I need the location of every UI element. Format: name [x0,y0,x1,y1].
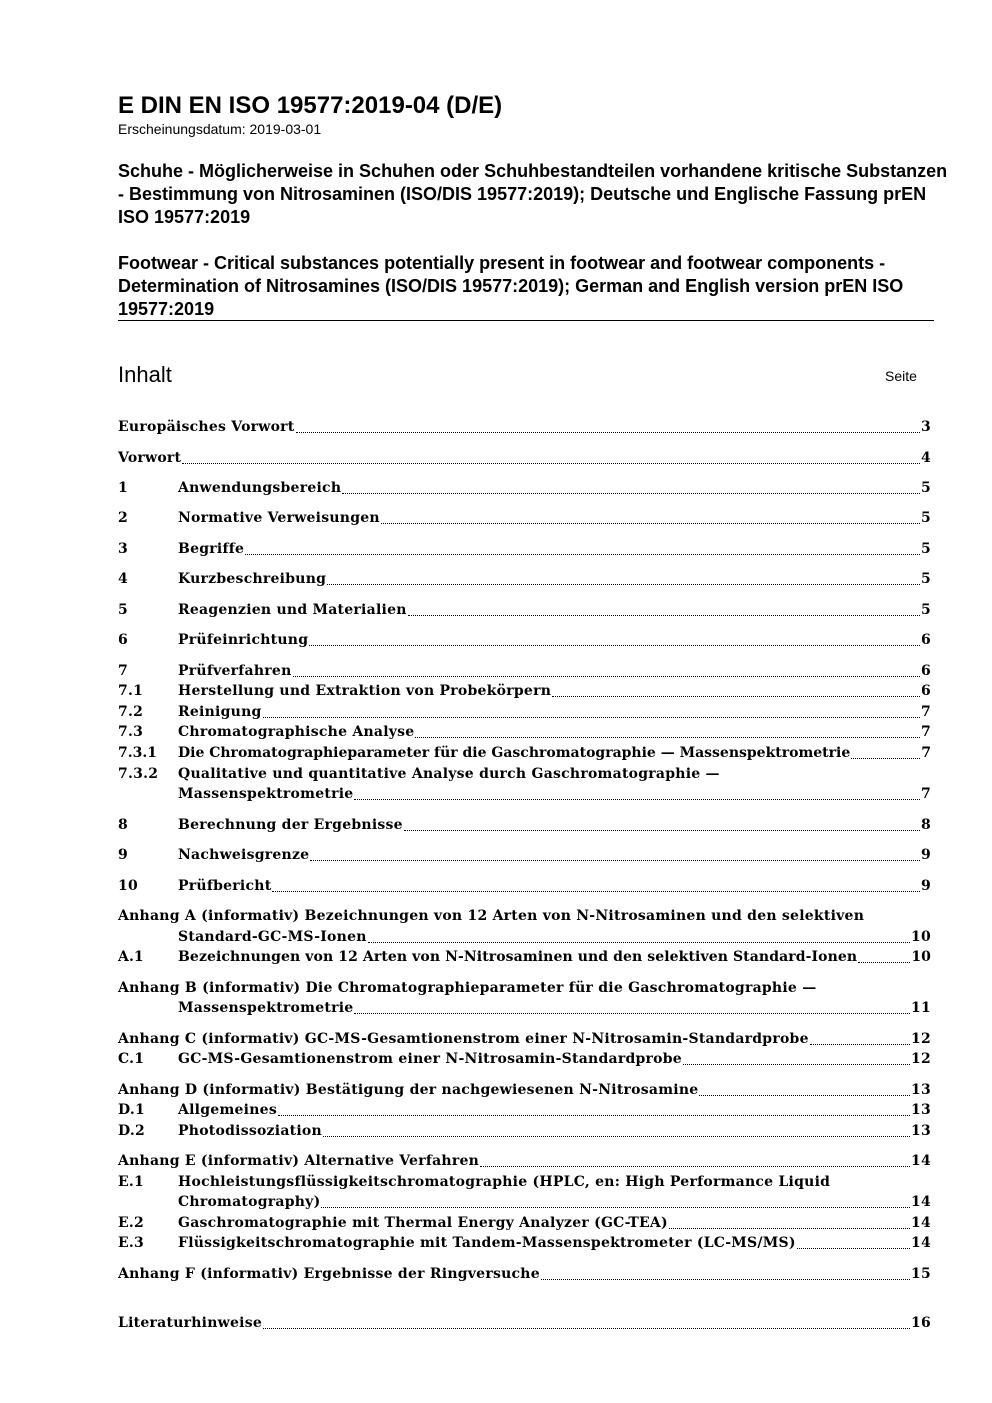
toc-leader [851,758,920,759]
toc-entry[interactable] [118,508,931,528]
toc-leader [263,1328,910,1329]
toc-entry-label: Massenspektrometrie [178,1000,354,1016]
toc-leader [323,1136,910,1137]
toc-entry-page: 3 [921,419,931,435]
toc-entry-page: 5 [921,602,931,618]
toc-leader [669,1228,910,1229]
toc-entry-page: 10 [911,929,931,945]
toc-entry[interactable] [118,722,931,742]
toc-entry[interactable] [118,478,931,498]
toc-entry-label: Massenspektrometrie [178,786,354,802]
toc-entry-label: Anhang A (informativ) Bezeichnungen von 12 Arten von N-Nitrosaminen und den selektiven [118,908,865,924]
toc-entry-annex[interactable] [118,1029,931,1049]
toc-entry-number: E.1 [118,1174,145,1190]
toc-entry-page: 9 [921,878,931,894]
toc-leader [797,1248,910,1249]
toc-entry[interactable] [118,1313,931,1333]
toc-entry[interactable] [118,661,931,681]
toc-entry-number: 7.3.2 [118,766,159,782]
toc-leader [541,1279,910,1280]
toc-entry[interactable] [118,539,931,559]
toc-entry-number: D.1 [118,1102,146,1118]
toc-entry-continuation[interactable] [118,998,931,1018]
toc-leader [309,645,920,646]
toc-entry[interactable] [118,448,931,468]
toc-entry-continuation[interactable] [118,927,931,947]
toc-leader [683,1064,910,1065]
toc-leader [354,799,920,800]
toc-leader [321,1207,910,1208]
toc-entry-number: 2 [118,510,128,526]
toc-entry[interactable] [118,845,931,865]
toc-leader [858,962,910,963]
toc-entry[interactable] [118,815,931,835]
toc-entry-number: 7.3.1 [118,745,157,761]
toc-entry-page: 7 [921,745,931,761]
toc-entry-number: D.2 [118,1123,146,1139]
toc-entry[interactable] [118,600,931,620]
toc-entry-page: 14 [911,1194,931,1210]
toc-entry-label: Prüfverfahren [178,663,292,679]
toc-entry-label: Berechnung der Ergebnisse [178,817,403,833]
toc-leader [296,432,920,433]
toc-entry-number: 9 [118,847,128,863]
toc-entry-label: Allgemeines [178,1102,277,1118]
toc-entry-page: 11 [911,1000,931,1016]
toc-entry-page: 12 [911,1031,931,1047]
toc-entry-page: 5 [921,480,931,496]
toc-entry[interactable] [118,702,931,722]
toc-entry-page: 13 [911,1082,931,1098]
toc-leader [272,891,920,892]
toc-entry-label: GC-MS-Gesamtionenstrom einer N-Nitrosamin-Standardprobe [178,1051,682,1067]
toc-entry[interactable] [118,947,931,967]
toc-leader [552,696,920,697]
toc-entry-page: 7 [921,724,931,740]
toc-entry-label: Europäisches Vorwort [118,419,295,435]
toc-entry-number: C.1 [118,1051,145,1067]
toc-entry[interactable] [118,1172,931,1192]
toc-leader [310,860,920,861]
toc-entry-annex[interactable] [118,1264,931,1284]
title-german: Schuhe - Möglicherweise in Schuhen oder Schuhbestandteilen vorhandene kritische Substanzen - Bestimmung von Nitrosaminen (ISO/DIS 19577:2019); Deutsche und Englische Fassung prEN ISO 19577:2019 [118,161,948,227]
toc-leader [415,737,920,738]
toc-entry-page: 5 [921,510,931,526]
toc-entry-number: E.2 [118,1215,145,1231]
toc-entry-number: 4 [118,571,128,587]
toc-entry-page: 4 [921,450,931,466]
toc-entry-label: Die Chromatographieparameter für die Gaschromatographie — Massenspektrometrie [178,745,851,761]
toc-entry[interactable] [118,1100,931,1120]
toc-entry-page: 9 [921,847,931,863]
toc-entry-number: 5 [118,602,128,618]
toc-leader [810,1044,910,1045]
toc-leader [278,1115,910,1116]
toc-entry-page: 6 [921,663,931,679]
toc-entry-label: Chromatographische Analyse [178,724,415,740]
toc-entry-continuation[interactable] [118,1192,931,1212]
toc-entry-number: A.1 [118,949,144,965]
toc-entry-number: 7 [118,663,128,679]
toc-entry-page: 16 [911,1315,931,1331]
toc-entry[interactable] [118,1233,931,1253]
toc-heading: Inhalt [118,362,172,387]
toc-entry[interactable] [118,764,931,784]
toc-entry-annex[interactable] [118,978,931,998]
toc-entry-page: 13 [911,1102,931,1118]
toc-entry-page: 12 [911,1051,931,1067]
toc-entry-label: Begriffe [178,541,245,557]
toc-entry-label: Nachweisgrenze [178,847,310,863]
toc-leader [699,1095,910,1096]
toc-entry-page: 8 [921,817,931,833]
toc-entry-label: Normative Verweisungen [178,510,380,526]
toc-entry-page: 5 [921,571,931,587]
toc-entry-label: Anhang C (informativ) GC-MS-Gesamtionenstrom einer N-Nitrosamin-Standardprobe [118,1031,809,1047]
toc-entry-page: 10 [911,949,931,965]
toc-entry-number: 7.3 [118,724,144,740]
toc-entry-number: 3 [118,541,128,557]
title-english: Footwear - Critical substances potentially present in footwear and footwear components - Determination of Nitrosamines (ISO/DIS 19577:2019); German and English version prEN ISO 19577:2019 [118,253,904,319]
toc-entry-number: 1 [118,480,128,496]
toc-entry-annex[interactable] [118,906,931,926]
toc-leader [327,584,920,585]
toc-entry-page: 7 [921,786,931,802]
toc-entry-label: Anhang B (informativ) Die Chromatographieparameter für die Gaschromatographie — [118,980,817,996]
toc-entry-page: 7 [921,704,931,720]
toc-entry[interactable] [118,630,931,650]
toc-entry-number: 6 [118,632,128,648]
toc-entry[interactable] [118,1121,931,1141]
toc-leader [381,523,920,524]
toc-entry-label: Prüfbericht [178,878,272,894]
publication-date: Erscheinungsdatum: 2019-03-01 [118,121,322,137]
toc-entry[interactable] [118,1049,931,1069]
toc-leader [368,942,910,943]
toc-entry-label: Reagenzien und Materialien [178,602,407,618]
toc-entry[interactable] [118,876,931,896]
toc-entry-number: E.3 [118,1235,145,1251]
toc-entry-label: Qualitative und quantitative Analyse durch Gaschromatographie — [178,766,720,782]
toc-leader [480,1166,910,1167]
page-column-label: Seite [885,368,917,384]
toc-entry-continuation[interactable] [118,784,931,804]
toc-entry[interactable] [118,569,931,589]
toc-entry-label: Gaschromatographie mit Thermal Energy Analyzer (GC-TEA) [178,1215,668,1231]
toc-entry-label: Anhang F (informativ) Ergebnisse der Ringversuche [118,1266,540,1282]
toc-entry-page: 14 [911,1235,931,1251]
toc-entry-label: Literaturhinweise [118,1315,262,1331]
toc-entry-annex[interactable] [118,1080,931,1100]
toc-entry-page: 14 [911,1215,931,1231]
toc-entry[interactable] [118,681,931,701]
toc-entry-label: Anwendungsbereich [178,480,342,496]
toc-entry-page: 6 [921,683,931,699]
document-id: E DIN EN ISO 19577:2019-04 (D/E) [118,92,503,119]
toc-entry-number: 8 [118,817,128,833]
toc-leader [408,615,920,616]
toc-entry-label: Herstellung und Extraktion von Probekörpern [178,683,552,699]
toc-entry-label: Vorwort [118,450,182,466]
toc-entry[interactable] [118,417,931,437]
toc-entry-page: 13 [911,1123,931,1139]
toc-entry-number: 7.2 [118,704,144,720]
toc-entry[interactable] [118,1213,931,1233]
toc-entry-label: Flüssigkeitschromatographie mit Tandem-Massenspektrometer (LC-MS/MS) [178,1235,796,1251]
toc-entry-page: 14 [911,1153,931,1169]
title-divider [118,320,934,321]
toc-entry-label: Bezeichnungen von 12 Arten von N-Nitrosaminen und den selektiven Standard-Ionen [178,949,858,965]
toc-leader [293,676,920,677]
toc-leader [263,717,920,718]
toc-entry-number: 7.1 [118,683,144,699]
toc-leader [245,554,920,555]
toc-entry-label: Hochleistungsflüssigkeitschromatographie (HPLC, en: High Performance Liquid [178,1174,831,1190]
toc-leader [182,463,920,464]
toc-entry-label: Chromatography) [178,1194,321,1210]
toc-entry-number: 10 [118,878,138,894]
toc-entry-label: Photodissoziation [178,1123,322,1139]
toc-entry-label: Kurzbeschreibung [178,571,327,587]
toc-entry-label: Prüfeinrichtung [178,632,309,648]
toc-entry-page: 15 [911,1266,931,1282]
toc-leader [404,830,920,831]
toc-entry-annex[interactable] [118,1151,931,1171]
toc-entry-label: Anhang E (informativ) Alternative Verfahren [118,1153,480,1169]
toc-entry-page: 6 [921,632,931,648]
toc-entry-page: 5 [921,541,931,557]
toc-entry-label: Standard-GC-MS-Ionen [178,929,367,945]
toc-leader [354,1013,910,1014]
toc-entry-label: Anhang D (informativ) Bestätigung der nachgewiesenen N-Nitrosamine [118,1082,699,1098]
toc-entry-label: Reinigung [178,704,262,720]
toc-entry[interactable] [118,743,931,763]
toc-leader [342,493,920,494]
